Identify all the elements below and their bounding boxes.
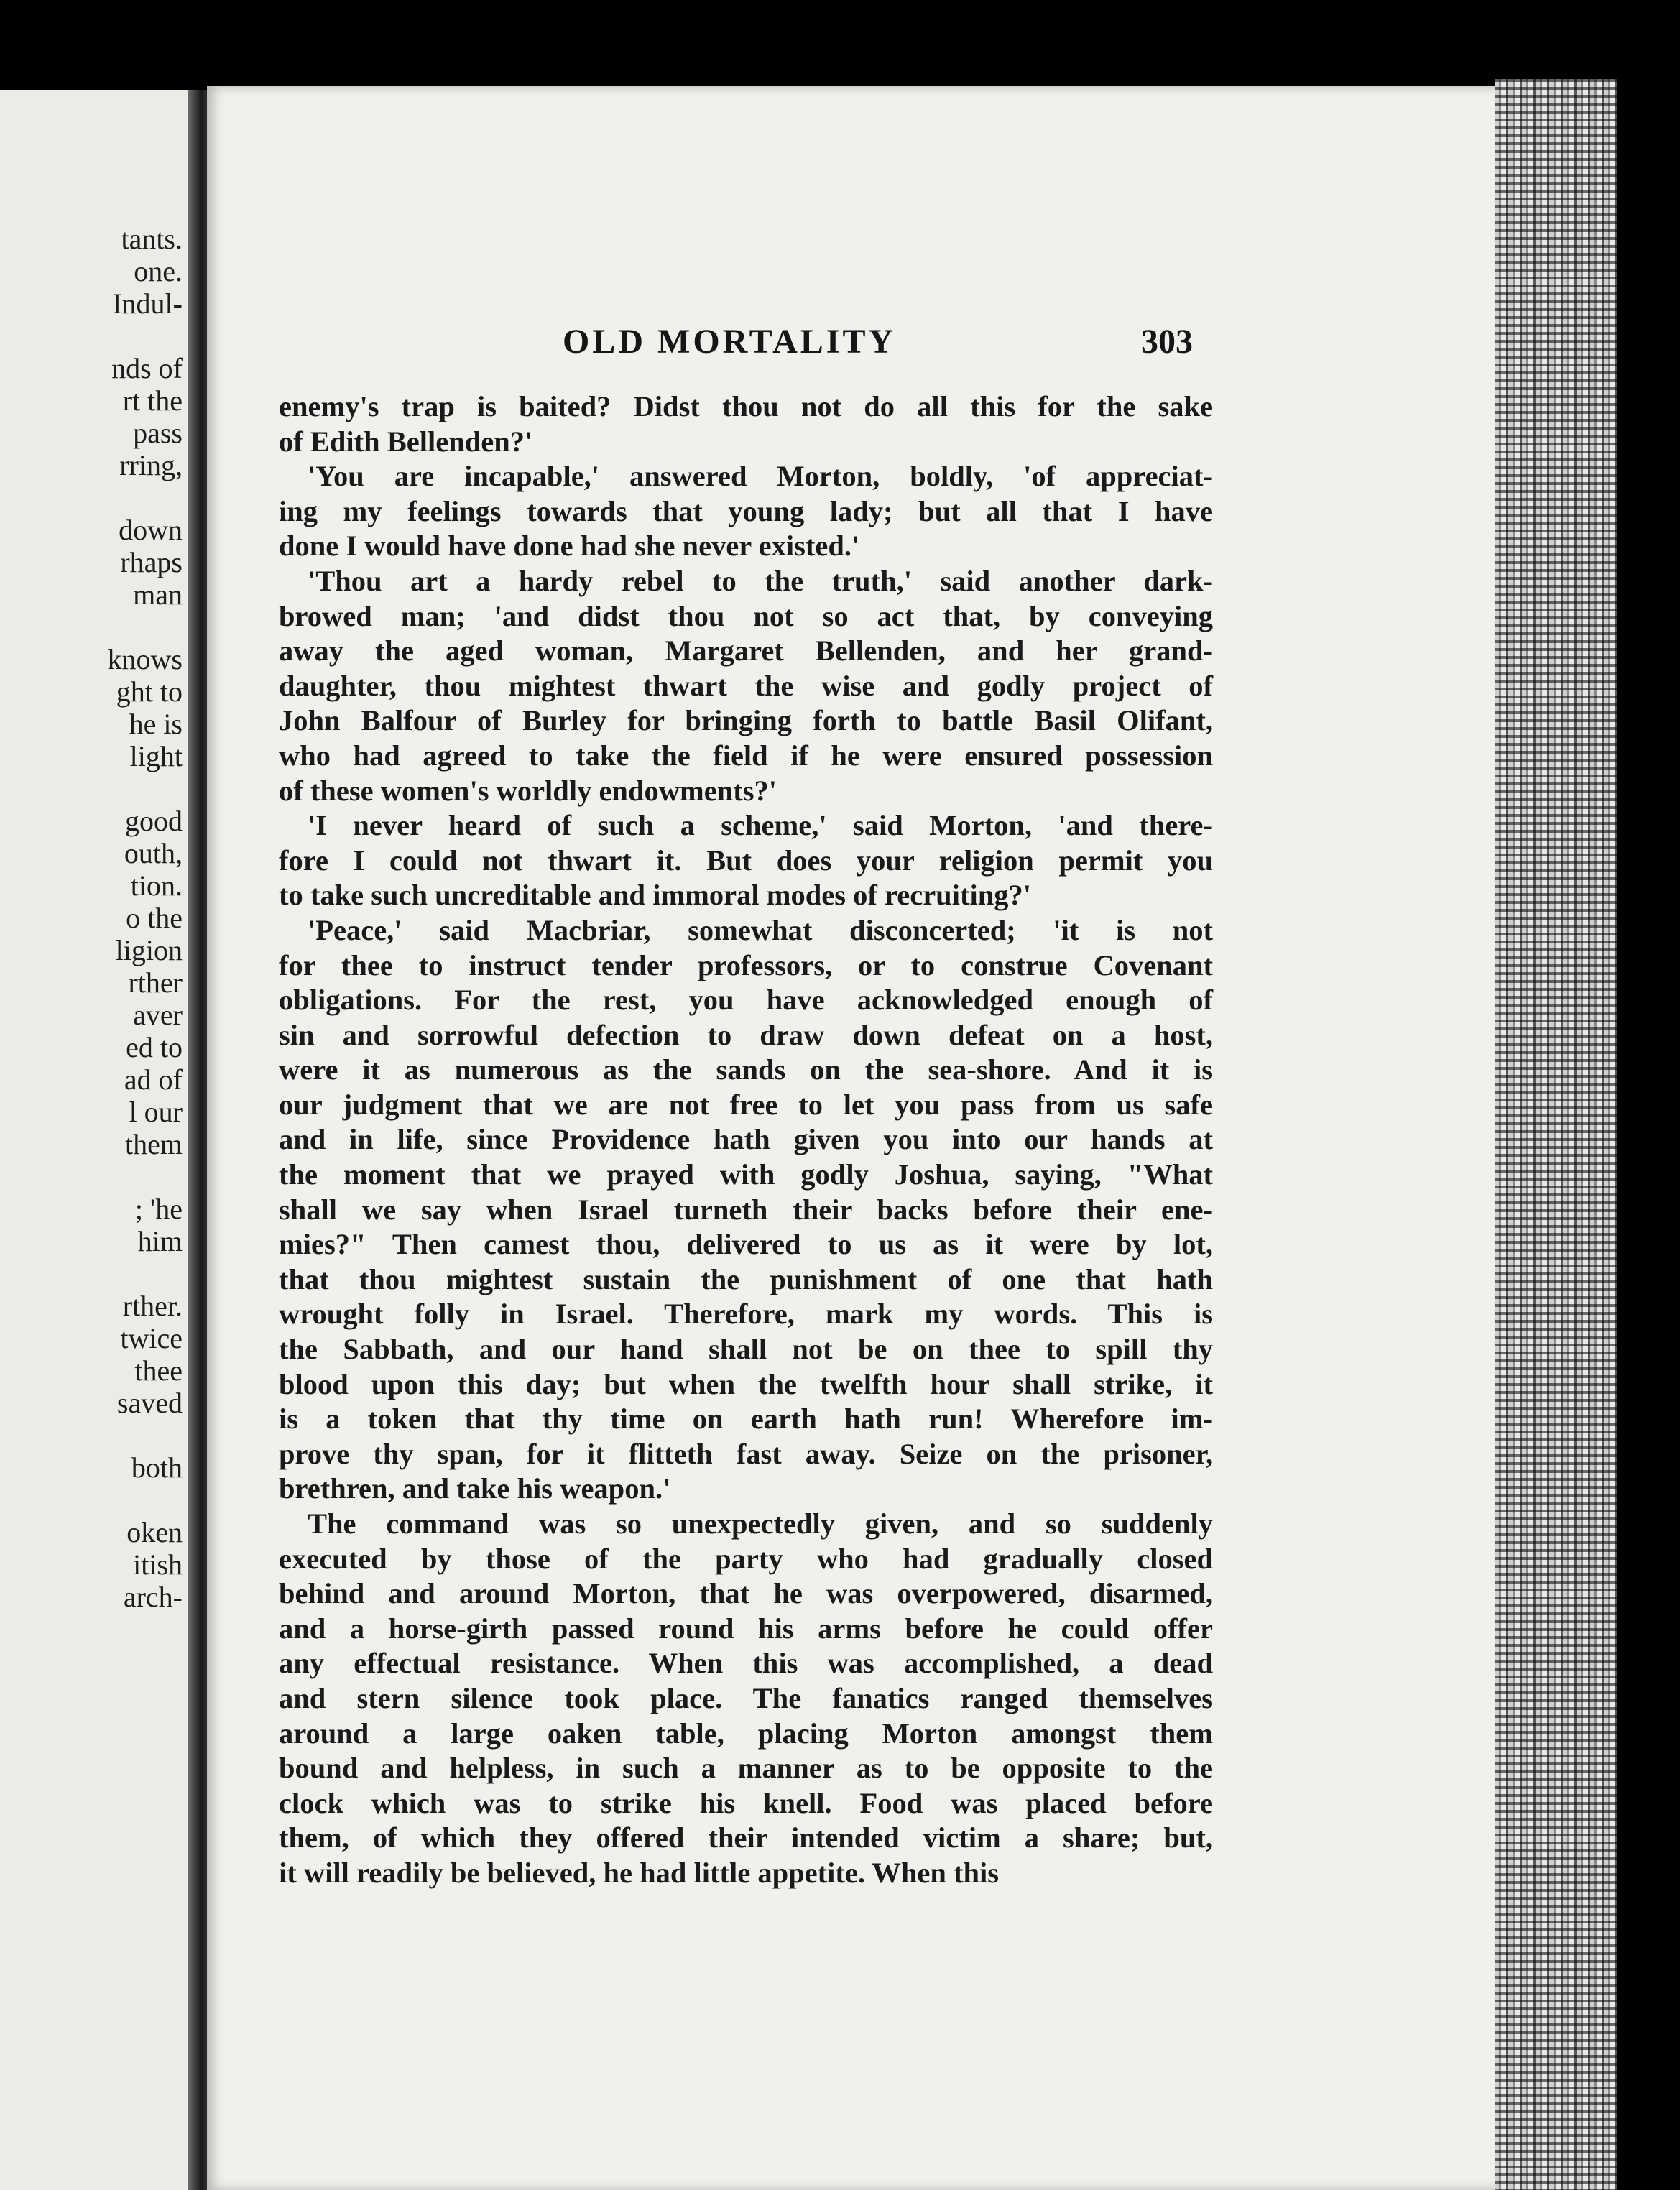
body-text [279,389,1213,1891]
running-title: OLD MORTALITY [563,323,897,361]
text-line: shall we say when Israel turneth their backs before their ene- [279,1193,1213,1226]
text-line: John Balfour of Burley for bringing forth to battle Basil Olifant, [279,704,1213,737]
left-page-fragment: him [137,1225,183,1257]
page-edges [1495,79,1624,2190]
text-line: obligations. For the rest, you have acknowledged enough of [279,984,1213,1017]
scan-background-right [1617,0,1680,2190]
left-page-fragment: one. [134,255,183,287]
text-line: sin and sorrowful defection to draw down defeat on a host, [279,1018,1213,1051]
text-line: 'I never heard of such a scheme,' said Morton, 'and there- [308,809,1213,842]
text-line: brethren, and take his weapon.' [279,1472,671,1505]
left-page-fragment: rther [128,966,183,999]
left-page-fragment: tants. [121,223,183,255]
left-page-fragment: ed to [126,1031,183,1063]
left-page-fragment: aver [133,999,183,1031]
text-line: them, of which they offered their intended victim a share; but, [279,1821,1213,1854]
text-line: fore I could not thwart it. But does your religion permit you [279,844,1213,877]
text-line: bound and helpless, in such a manner as to be opposite to the [279,1752,1213,1785]
left-page-fragment: rhaps [120,546,183,578]
left-page-fragment: knows [107,643,183,675]
left-page-fragment: ligion [115,934,183,966]
left-page [0,90,194,2190]
page-number: 303 [1141,323,1193,361]
text-line: of Edith Bellenden?' [279,425,533,458]
text-line: behind and around Morton, that he was overpowered, disarmed, [279,1577,1213,1610]
text-line: executed by those of the party who had gradually closed [279,1542,1213,1575]
right-page [207,86,1500,2190]
text-line: any effectual resistance. When this was accomplished, a dead [279,1647,1213,1680]
left-page-fragment: twice [120,1322,183,1354]
left-page-fragment: ad of [124,1063,183,1096]
text-line: daughter, thou mightest thwart the wise and godly project of [279,669,1213,702]
left-page-fragment: outh, [124,837,183,869]
left-page-fragment: rther. [122,1290,183,1322]
left-page-fragment: he is [129,708,183,740]
text-line: ing my feelings towards that young lady; but all that I have [279,494,1213,527]
text-line: done I would have done had she never existed.' [279,530,860,563]
left-page-fragment: nds of [111,352,183,384]
text-line: is a token that thy time on earth hath run! Wherefore im- [279,1403,1213,1436]
text-line: the moment that we prayed with godly Joshua, saying, "What [279,1158,1213,1191]
text-line: it will readily be believed, he had little appetite. When this [279,1856,1000,1889]
left-page-fragment: down [119,514,183,546]
left-page-fragment: tion. [130,869,183,902]
text-line: browed man; 'and didst thou not so act that, by conveying [279,599,1213,632]
left-page-fragment: rt the [122,384,183,417]
page-header [207,322,1500,365]
left-page-fragment: saved [116,1387,183,1419]
left-page-fragment: thee [134,1354,183,1387]
text-line: that thou mightest sustain the punishment of one that hath [279,1262,1213,1295]
left-page-fragment: pass [133,417,183,449]
text-line: of these women's worldly endowments?' [279,774,777,807]
text-line: wrought folly in Israel. Therefore, mark my words. This is [279,1298,1213,1331]
left-page-fragment: Indul- [112,287,183,320]
text-line: and stern silence took place. The fanatics ranged themselves [279,1681,1213,1714]
text-line: clock which was to strike his knell. Food was placed before [279,1786,1213,1819]
left-page-fragment: light [129,740,183,772]
text-line: and in life, since Providence hath given you into our hands at [279,1123,1213,1156]
left-page-fragment: them [125,1128,183,1160]
text-line: around a large oaken table, placing Morton amongst them [279,1717,1213,1750]
left-page-fragment: oken [126,1516,183,1548]
left-page-fragment: itish [133,1548,183,1581]
text-line: the Sabbath, and our hand shall not be on thee to spill thy [279,1333,1213,1366]
text-line: mies?" Then camest thou, delivered to us as it were by lot, [279,1228,1213,1261]
left-page-fragment: both [131,1451,183,1484]
left-page-fragment: l our [129,1096,183,1128]
left-page-fragment: arch- [123,1581,183,1613]
left-page-fragment: ; 'he [134,1193,183,1225]
text-line: 'Thou art a hardy rebel to the truth,' said another dark- [308,564,1213,597]
text-line: and a horse-girth passed round his arms before he could offer [279,1612,1213,1645]
left-page-fragment: ght to [116,675,183,708]
left-page-fragment: good [125,805,183,837]
text-line: blood upon this day; but when the twelfth hour shall strike, it [279,1367,1213,1400]
left-page-fragment: man [133,578,183,611]
left-page-fragment: rring, [119,449,183,481]
text-line: enemy's trap is baited? Didst thou not do all this for the sake [279,390,1213,422]
text-line: The command was so unexpectedly given, and so suddenly [308,1507,1213,1540]
text-line: who had agreed to take the field if he were ensured possession [279,739,1213,772]
text-line: for thee to instruct tender professors, or to construe Covenant [279,948,1213,981]
text-line: to take such uncreditable and immoral modes of recruiting?' [279,879,1031,912]
text-line: 'You are incapable,' answered Morton, boldly, 'of appreciat- [308,460,1213,493]
text-line: 'Peace,' said Macbriar, somewhat disconcerted; 'it is not [308,913,1213,946]
text-line: away the aged woman, Margaret Bellenden, and her grand- [279,634,1213,667]
left-page-fragment: o the [126,902,183,934]
text-line: our judgment that we are not free to let you pass from us safe [279,1088,1213,1121]
text-line: were it as numerous as the sands on the sea-shore. And it is [279,1053,1213,1086]
text-line: prove thy span, for it flitteth fast away. Seize on the prisoner, [279,1437,1213,1470]
